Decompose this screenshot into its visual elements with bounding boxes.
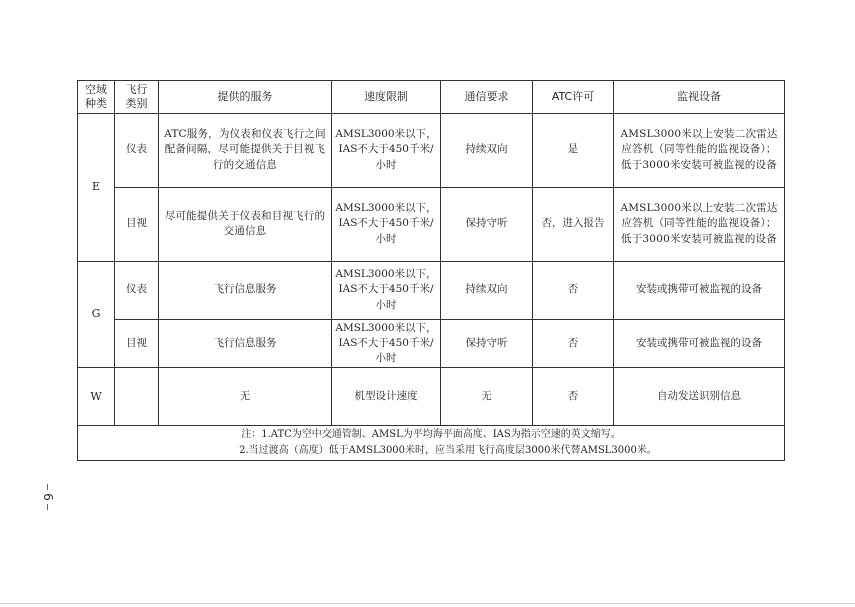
- header-atc-clearance: ATC许可: [533, 81, 614, 114]
- header-flight-type: 飞行 类别: [115, 81, 159, 114]
- flight-type-cell: 目视: [115, 319, 159, 368]
- bottom-divider: [0, 603, 855, 604]
- communication-cell: 无: [441, 368, 533, 426]
- airspace-class-cell: G: [78, 261, 115, 368]
- atc-cell: 否，进入报告: [533, 187, 614, 261]
- surveillance-cell: AMSL3000米以上安装二次雷达应答机（同等性能的监视设备）；低于3000米安装可被监视的设备: [614, 113, 785, 187]
- table-row: [78, 113, 785, 187]
- flight-type-cell: [115, 368, 159, 426]
- flight-type-cell: 目视: [115, 187, 159, 261]
- table-row: [78, 319, 785, 368]
- surveillance-cell: 安装或携带可被监视的设备: [614, 319, 785, 368]
- table-row: [78, 187, 785, 261]
- speed-cell: AMSL3000米以下，IAS不大于450千米/小时: [332, 187, 441, 261]
- notes-row: [78, 426, 785, 461]
- atc-cell: 否: [533, 319, 614, 368]
- service-cell: 飞行信息服务: [159, 319, 332, 368]
- communication-cell: 持续双向: [441, 261, 533, 319]
- notes-cell: [78, 426, 785, 461]
- communication-cell: 保持守听: [441, 187, 533, 261]
- atc-cell: 是: [533, 113, 614, 187]
- speed-cell: AMSL3000米以下，IAS不大于450千米/小时: [332, 113, 441, 187]
- atc-cell: 否: [533, 261, 614, 319]
- flight-type-cell: 仪表: [115, 113, 159, 187]
- airspace-class-cell: E: [78, 113, 115, 261]
- header-communication: 通信要求: [441, 81, 533, 114]
- header-airspace-class: 空域 种类: [78, 81, 115, 114]
- note-2: 2.当过渡高（高度）低于AMSL3000米时，应当采用飞行高度层3000米代替AMSL3000米。: [239, 445, 657, 457]
- flight-type-cell: 仪表: [115, 261, 159, 319]
- speed-cell: AMSL3000米以下，IAS不大于450千米/小时: [332, 319, 441, 368]
- header-surveillance: 监视设备: [614, 81, 785, 114]
- service-cell: 尽可能提供关于仪表和目视飞行的交通信息: [159, 187, 332, 261]
- airspace-class-cell: W: [78, 368, 115, 426]
- surveillance-cell: 安装或携带可被监视的设备: [614, 261, 785, 319]
- service-cell: ATC服务，为仪表和仪表飞行之间配备间隔，尽可能提供关于目视飞行的交通信息: [159, 113, 332, 187]
- surveillance-cell: 自动发送识别信息: [614, 368, 785, 426]
- atc-cell: 否: [533, 368, 614, 426]
- page-number-marker: [41, 484, 55, 510]
- surveillance-cell: AMSL3000米以上安装二次雷达应答机（同等性能的监视设备）；低于3000米安装可被监视的设备: [614, 187, 785, 261]
- note-1: 注：1.ATC为空中交通管制、AMSL为平均海平面高度、IAS为指示空速的英文缩写。: [241, 429, 621, 441]
- speed-cell: AMSL3000米以下，IAS不大于450千米/小时: [332, 261, 441, 319]
- table-row: [78, 368, 785, 426]
- header-service: 提供的服务: [159, 81, 332, 114]
- service-cell: 无: [159, 368, 332, 426]
- service-cell: 飞行信息服务: [159, 261, 332, 319]
- table-header-row: [78, 81, 785, 114]
- communication-cell: 持续双向: [441, 113, 533, 187]
- page-marker-line-bottom: [47, 504, 48, 510]
- header-speed-limit: 速度限制: [332, 81, 441, 114]
- communication-cell: 保持守听: [441, 319, 533, 368]
- page-number: 6: [41, 493, 55, 501]
- airspace-classification-table: [77, 80, 785, 461]
- speed-cell: 机型设计速度: [332, 368, 441, 426]
- table-row: [78, 261, 785, 319]
